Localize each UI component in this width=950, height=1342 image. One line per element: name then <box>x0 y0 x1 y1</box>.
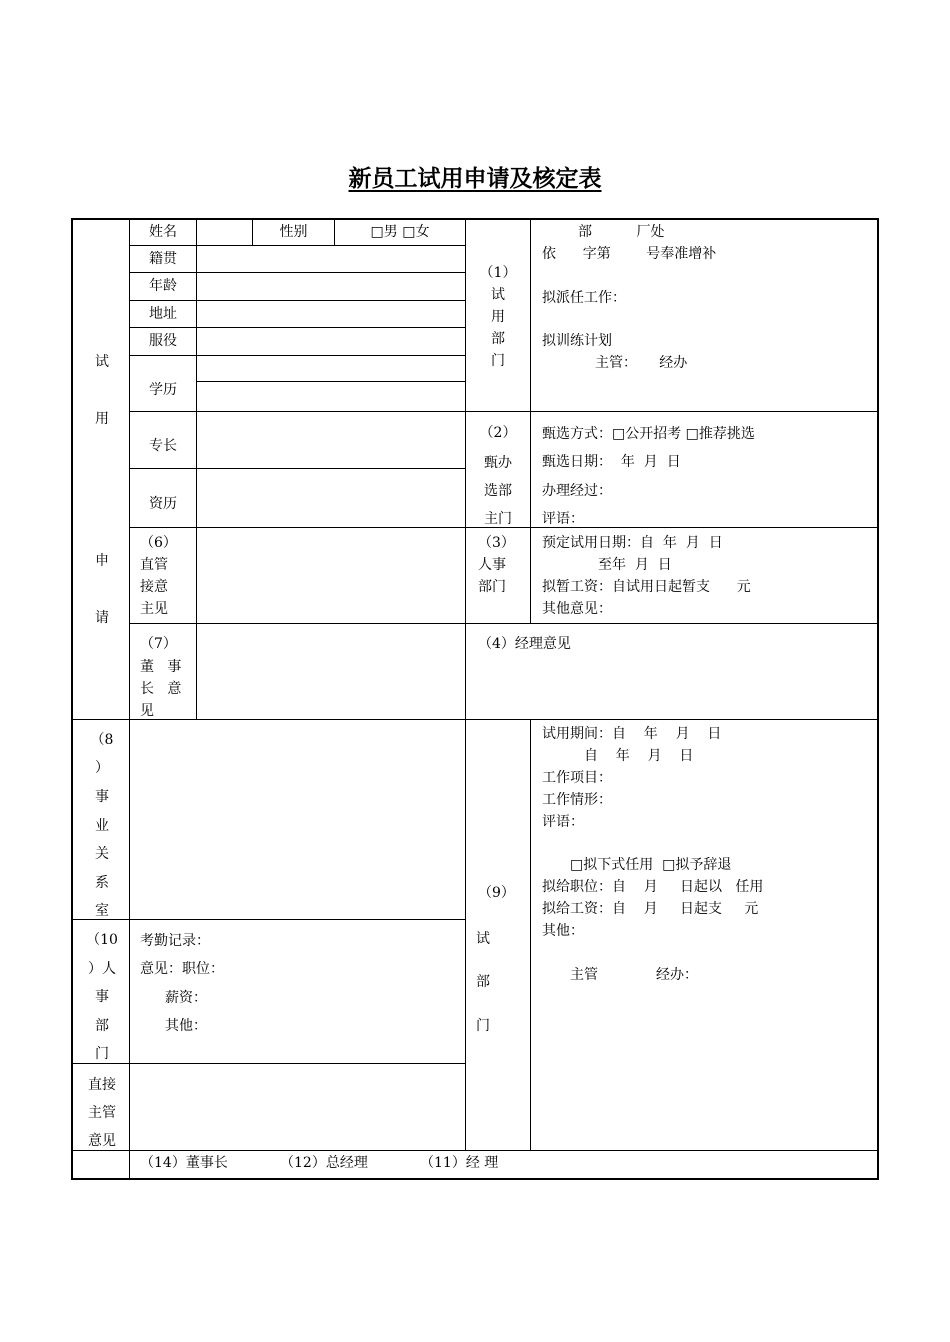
sec9-sign-supervisor: 主管 <box>570 967 598 983</box>
footer-manager: （11）经 理 <box>420 1155 499 1171</box>
sec2-comment: 评语： <box>542 511 584 527</box>
sec10-label-line: 门 <box>95 1046 109 1062</box>
sec10-attendance: 考勤记录： <box>140 933 210 949</box>
sec2-process: 办理经过： <box>542 483 612 499</box>
sec8-label-line: ） <box>95 760 109 776</box>
sec1-approval-line: 依 字第 号奉准增补 <box>542 246 717 262</box>
sec10-label-line: ）人 <box>88 961 116 977</box>
sec8-label-line: 系 <box>95 875 109 891</box>
sec9-label-line: 试 <box>476 931 490 947</box>
sec3-label-line: 部门 <box>478 579 506 595</box>
sec9-trial-period: 试用期间：自 年 月 日 <box>542 726 722 742</box>
education-field-2[interactable] <box>197 383 464 410</box>
service-label: 服役 <box>149 333 177 349</box>
sec9-number: （9） <box>478 885 515 901</box>
sec1-signature: 主管： 经办 <box>595 355 688 371</box>
sec9-work-item: 工作项目： <box>542 770 612 786</box>
native-place-field[interactable] <box>197 248 464 272</box>
section-label-trial: 试 <box>95 354 109 370</box>
sec7-number: （7） <box>140 636 177 652</box>
sec9-trial-period-to: 自 年 月 日 <box>584 748 694 764</box>
sec1-training-plan: 拟训练计划 <box>542 333 612 349</box>
sec8-label-line: 业 <box>95 818 109 834</box>
direct-supervisor-opinion-field[interactable] <box>131 1065 464 1149</box>
sec10-opinion-position: 意见：职位： <box>140 961 224 977</box>
sec8-label-line: 室 <box>95 903 109 919</box>
sec7-label-line: 长 意 <box>140 681 182 697</box>
sec9-label-line: 部 <box>476 974 490 990</box>
direct-supervisor-label: 意见 <box>88 1133 116 1149</box>
age-field[interactable] <box>197 275 464 299</box>
section-label-apply: 申 <box>95 553 109 569</box>
sec3-label-line: 人事 <box>478 557 506 573</box>
sec6-label-line: 接意 <box>140 579 168 595</box>
section-label-use: 用 <box>95 411 109 427</box>
sec9-work-status: 工作情形： <box>542 792 612 808</box>
sec9-sign-clerk: 经办： <box>656 967 698 983</box>
sec1-assign-work: 拟派任工作： <box>542 290 626 306</box>
sec1-label-line: 门 <box>491 353 505 369</box>
age-label: 年龄 <box>149 278 177 294</box>
sec6-number: （6） <box>140 535 177 551</box>
sec3-trial-date-to: 至年 月 日 <box>598 557 672 573</box>
sec6-opinion-field[interactable] <box>197 529 464 622</box>
gender-checkboxes[interactable]: □男 □女 <box>370 224 430 240</box>
sec1-label-line: 试 <box>491 287 505 303</box>
sec9-decision-options[interactable]: □拟下式任用 □拟予辞退 <box>570 857 732 873</box>
name-label: 姓名 <box>149 224 177 240</box>
sec2-label-line: 选部 <box>484 483 512 499</box>
gender-label: 性别 <box>279 224 308 240</box>
sec7-label-line: 见 <box>140 703 154 719</box>
experience-label: 资历 <box>149 496 177 512</box>
sec10-label-line: 事 <box>95 989 109 1005</box>
sec7-label-line: 董 事 <box>140 659 182 675</box>
footer-chairman: （14）董事长 <box>140 1155 228 1171</box>
sec2-label-line: 主门 <box>484 511 512 527</box>
sec3-trial-date: 预定试用日期：自 年 月 日 <box>542 535 723 551</box>
sec9-label-line: 门 <box>476 1018 490 1034</box>
service-field[interactable] <box>197 330 464 354</box>
sec10-number: （10 <box>86 932 118 948</box>
sec3-salary: 拟暂工资：自试用日起暂支 元 <box>542 579 751 595</box>
sec4-manager-opinion: （4）经理意见 <box>478 636 571 652</box>
sec2-label-line: 甄办 <box>484 455 512 471</box>
sec10-salary: 薪资： <box>165 990 207 1006</box>
sec3-number: （3） <box>478 535 515 551</box>
direct-supervisor-label: 直接 <box>88 1077 116 1093</box>
sec2-selection-method[interactable]: 甄选方式：□公开招考 □推荐挑选 <box>542 426 755 442</box>
native-place-label: 籍贯 <box>149 251 177 267</box>
specialty-field[interactable] <box>197 413 464 467</box>
sec7-opinion-field[interactable] <box>197 625 464 718</box>
footer-general-manager: （12）总经理 <box>280 1155 368 1171</box>
sec1-department-line: 部 厂处 <box>578 224 665 240</box>
sec3-other-opinion: 其他意见： <box>542 601 612 617</box>
sec2-number: （2） <box>479 425 517 441</box>
form-title: 新员工试用申请及核定表 <box>348 166 602 192</box>
direct-supervisor-label: 主管 <box>88 1105 116 1121</box>
education-label: 学历 <box>149 382 177 398</box>
name-field[interactable] <box>197 221 252 245</box>
sec9-position: 拟给职位：自 月 日起以 任用 <box>542 879 764 895</box>
sec10-label-line: 部 <box>95 1018 109 1034</box>
experience-field[interactable] <box>197 470 464 526</box>
sec8-label-line: 关 <box>95 846 109 862</box>
section-label-request: 请 <box>95 610 109 626</box>
sec8-label-line: 事 <box>95 789 109 805</box>
address-field[interactable] <box>197 303 464 327</box>
sec1-number: （1） <box>479 265 517 281</box>
sec1-label-line: 用 <box>491 309 505 325</box>
sec1-label-line: 部 <box>491 331 505 347</box>
sec9-comment: 评语： <box>542 814 584 830</box>
education-field-1[interactable] <box>197 357 464 381</box>
sec8-number: （8 <box>90 732 114 748</box>
sec2-selection-date: 甄选日期： 年 月 日 <box>542 454 681 470</box>
address-label: 地址 <box>149 306 177 322</box>
sec9-salary: 拟给工资：自 月 日起支 元 <box>542 901 759 917</box>
sec9-other: 其他： <box>542 923 584 939</box>
sec6-label-line: 主见 <box>140 601 168 617</box>
sec10-other: 其他： <box>165 1018 207 1034</box>
sec8-content-field[interactable] <box>131 721 464 918</box>
specialty-label: 专长 <box>149 438 177 454</box>
sec6-label-line: 直管 <box>140 557 168 573</box>
